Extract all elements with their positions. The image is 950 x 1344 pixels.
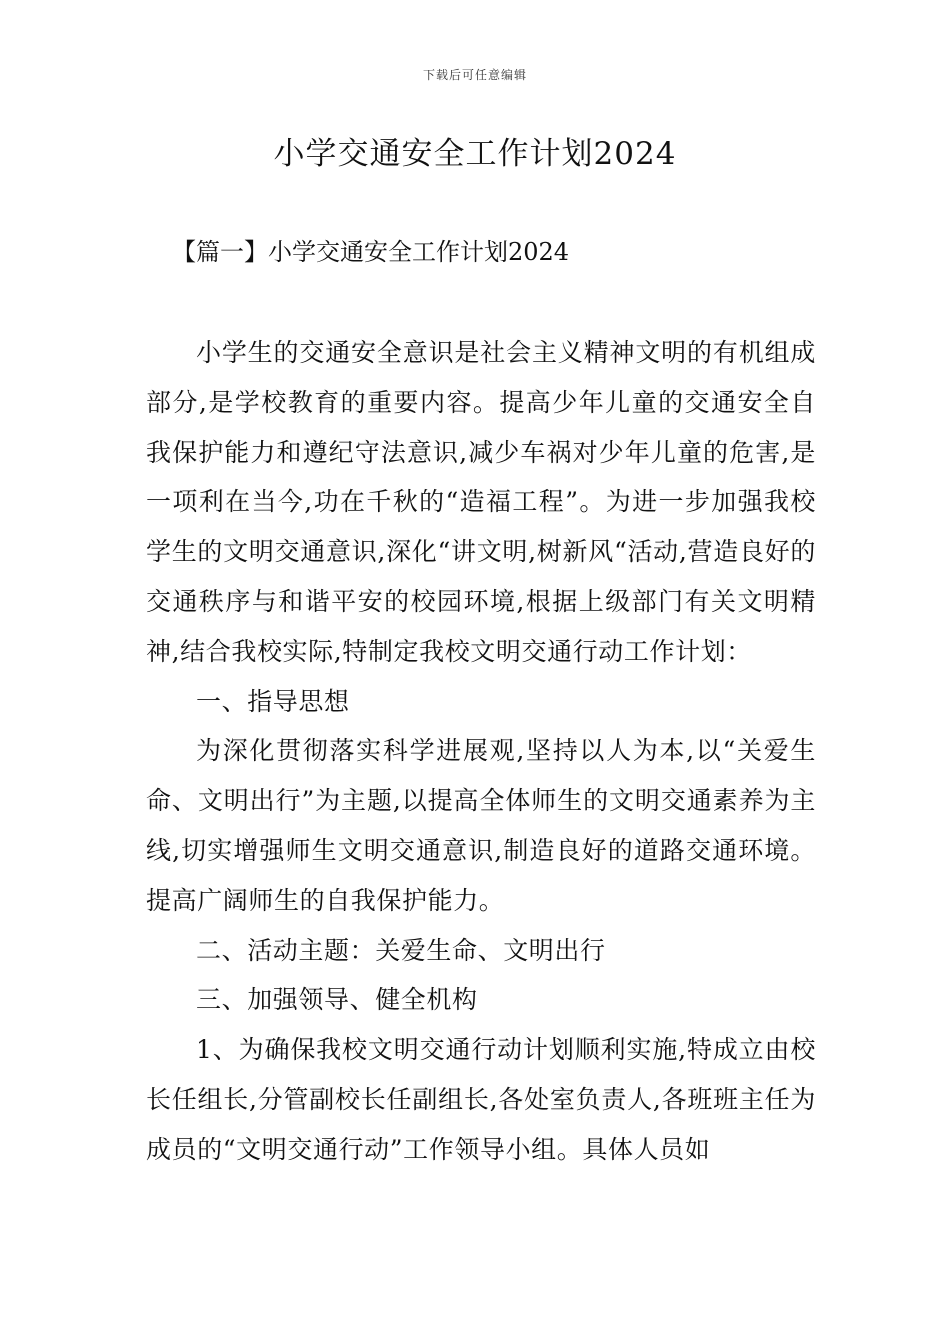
paragraph-leadership-item-1: 1、为确保我校文明交通行动计划顺利实施,特成立由校长任组长,分管副校长任副组长,各处室负责人,各班班主任为成员的“文明交通行动”工作领导小组。具体人员如 <box>146 1035 816 1164</box>
header-note: 下载后可任意编辑 <box>422 68 527 82</box>
paragraph-heading-leadership: 三、加强领导、健全机构 <box>196 985 478 1015</box>
document-title: 小学交通安全工作计划2024 <box>273 136 677 172</box>
paragraph-intro: 小学生的交通安全意识是社会主义精神文明的有机组成部分,是学校教育的重要内容。提高少年儿童的交通安全自我保护能力和遵纪守法意识,减少车祸对少年儿童的危害,是一项利在当今,功在千秋的“造福工程”。为进一步加强我校学生的文明交通意识,深化“讲文明,树新风“活动,营造良好的交通秩序与和谐平安的校园环境,根据上级部门有关文明精神,结合我校实际,特制定我校文明交通行动工作计划： <box>146 338 816 666</box>
paragraph-guiding-ideology: 为深化贯彻落实科学进展观,坚持以人为本,以“关爱生命、文明出行”为主题,以提高全体师生的文明交通素养为主线,切实增强师生文明交通意识,制造良好的道路交通环境。提高广阔师生的自我保护能力。 <box>146 736 816 915</box>
paragraph-heading-guiding-ideology: 一、指导思想 <box>196 686 350 716</box>
body-text <box>146 328 816 1175</box>
section-heading: 【篇一】小学交通安全工作计划2024 <box>172 238 570 266</box>
paragraph-activity-theme: 二、活动主题：关爱生命、文明出行 <box>196 935 606 965</box>
